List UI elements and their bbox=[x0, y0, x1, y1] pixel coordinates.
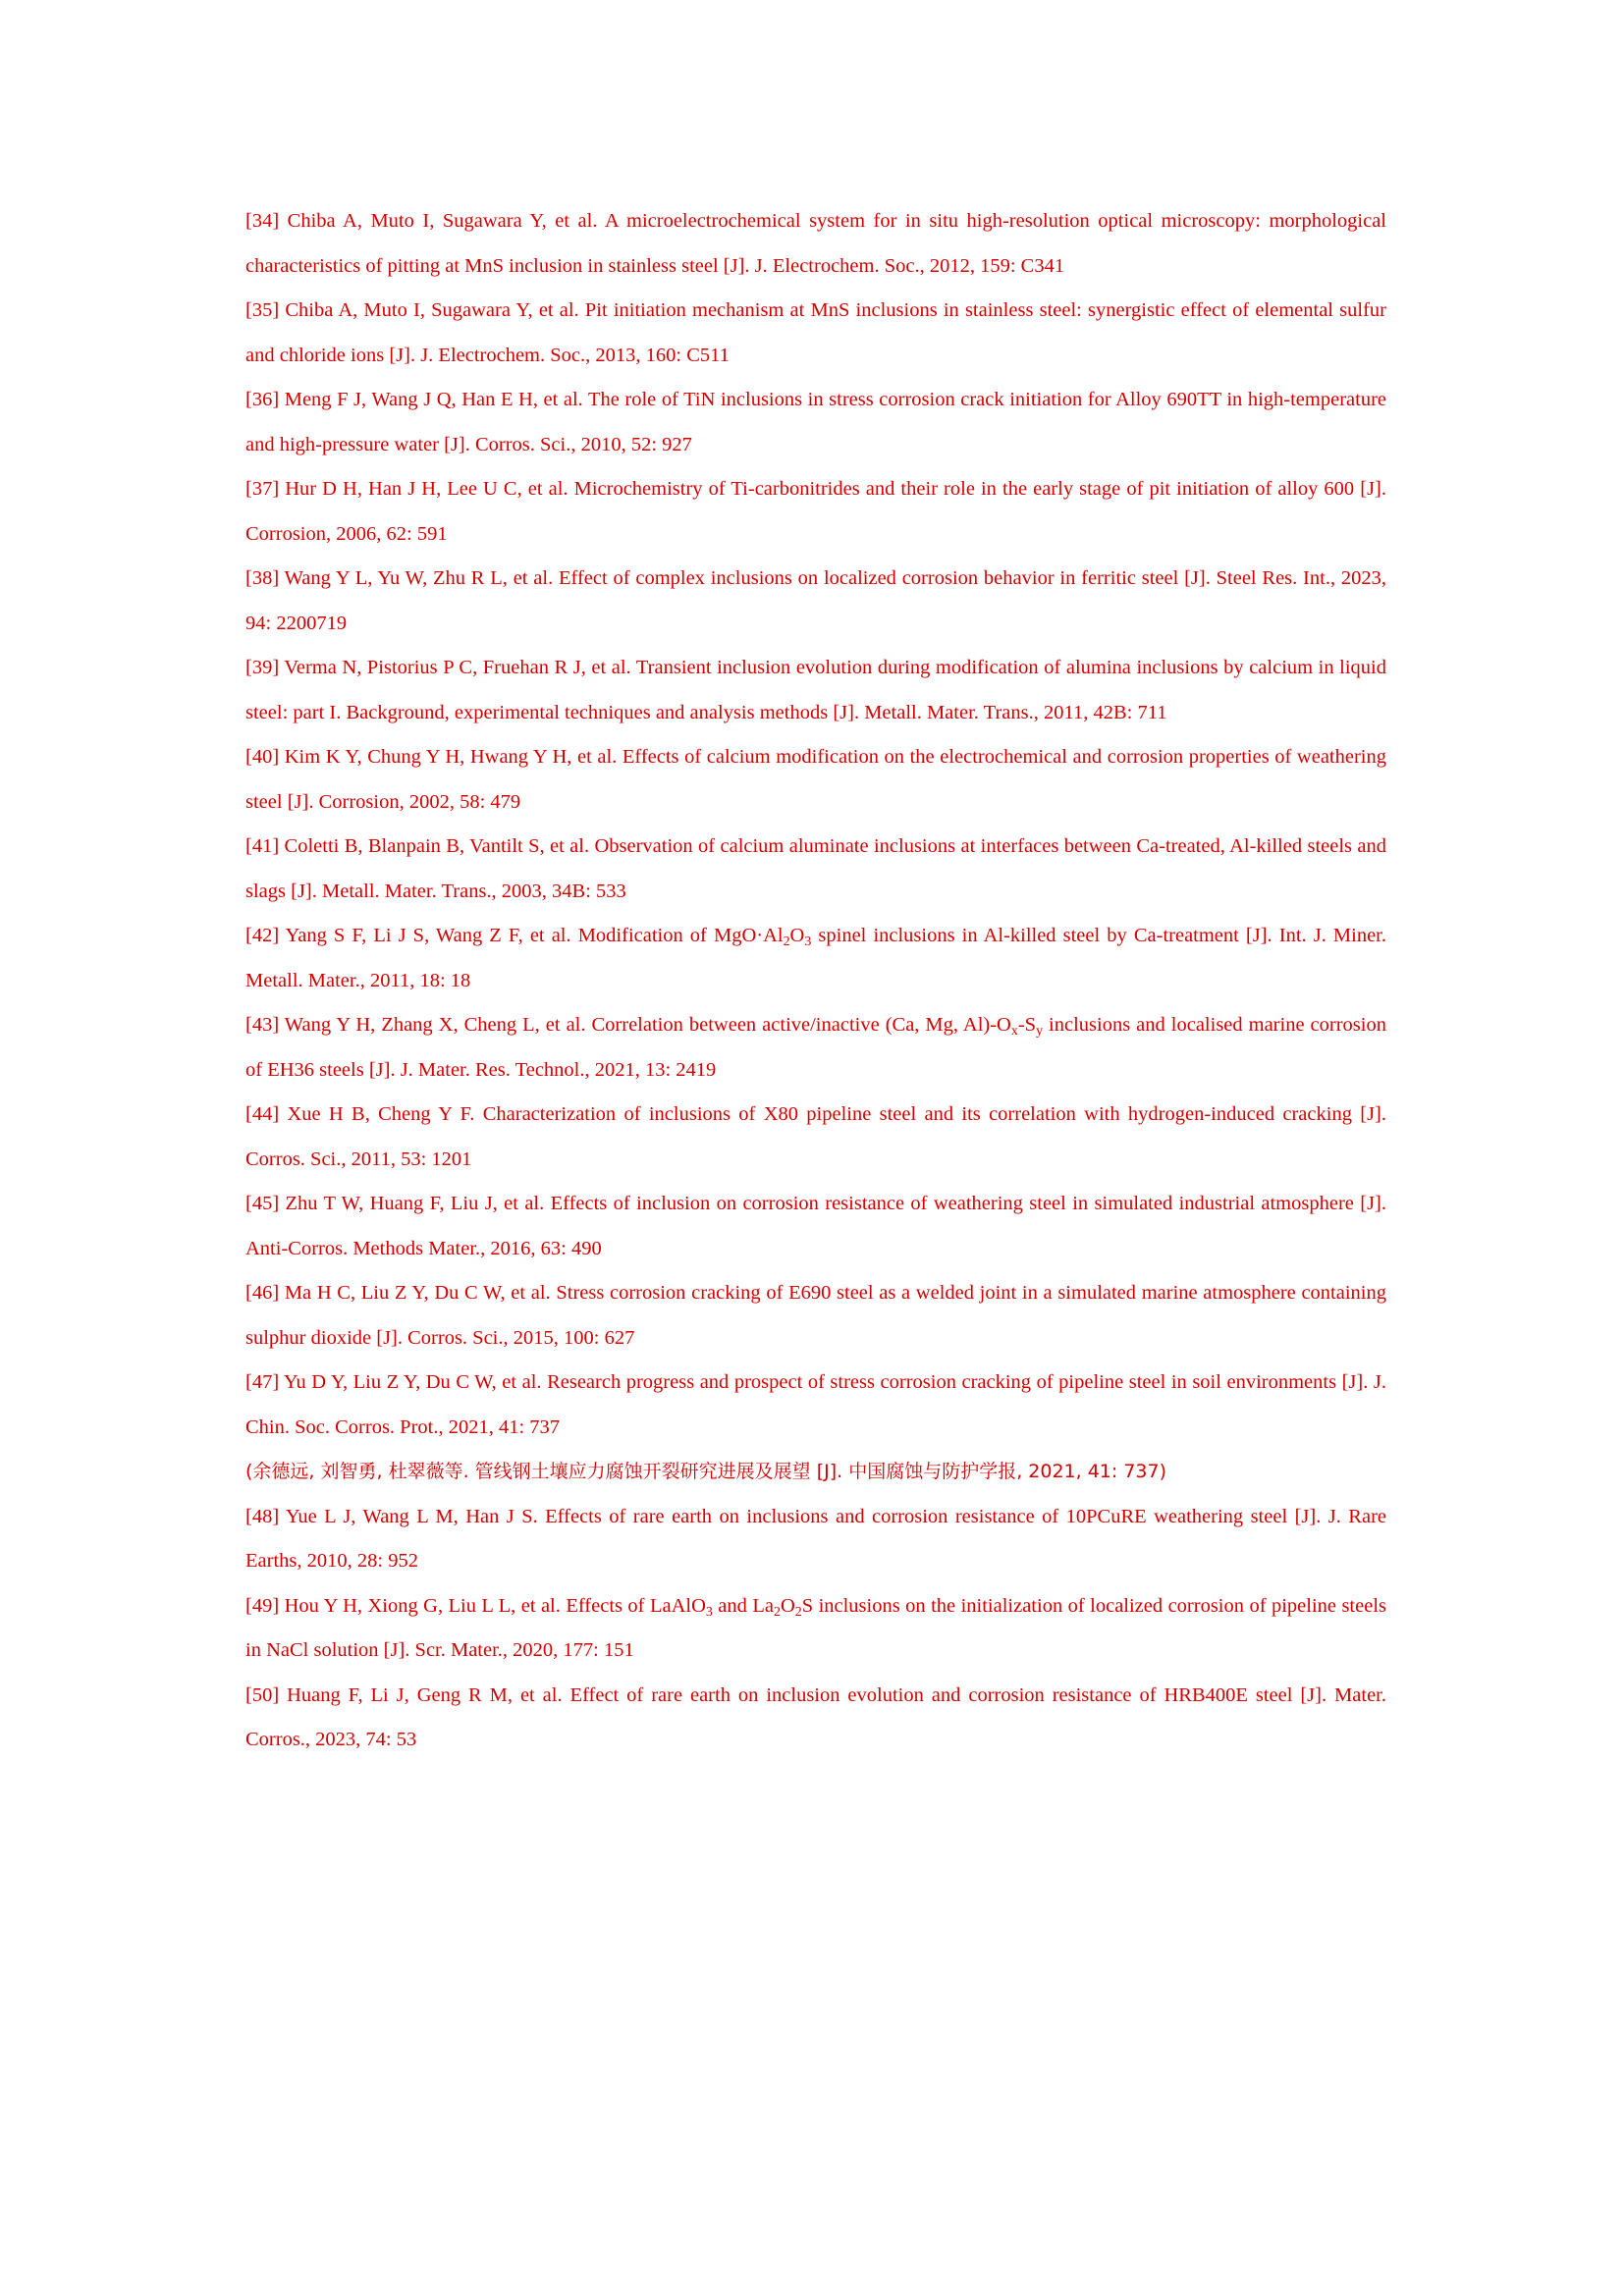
reference-35: [35] Chiba A, Muto I, Sugawara Y, et al. Pit initiation mechanism at MnS inclusions in stainless steel: synergistic effect of elemental sulfur and chloride ions [J]. J. Electrochem. Soc., 2013, 160: C511 bbox=[245, 299, 1386, 366]
reference-42-part: O bbox=[789, 925, 805, 946]
reference-47: [47] Yu D Y, Liu Z Y, Du C W, et al. Research progress and prospect of stress corrosion cracking of pipeline steel in soil environments [J]. J. Chin. Soc. Corros. Prot., 2021, 41: 737 bbox=[245, 1371, 1386, 1438]
reference-43-part: -S bbox=[1017, 1014, 1037, 1036]
reference-49-part: S inclusions on the initialization of localized corrosion of pipeline steels in NaCl solution [J]. Scr. Mater., 2020, 177: 151 bbox=[245, 1594, 1386, 1661]
subscript: x bbox=[1010, 1023, 1018, 1039]
subscript: 2 bbox=[794, 1604, 802, 1620]
subscript: 3 bbox=[804, 934, 812, 949]
reference-44: [44] Xue H B, Cheng Y F. Characterization of inclusions of X80 pipeline steel and its correlation with hydrogen-induced cracking [J]. Corros. Sci., 2011, 53: 1201 bbox=[245, 1103, 1386, 1170]
reference-49-part: [49] Hou Y H, Xiong G, Liu L L, et al. Effects of LaAlO bbox=[245, 1594, 706, 1617]
reference-list bbox=[245, 199, 1386, 1763]
reference-40: [40] Kim K Y, Chung Y H, Hwang Y H, et al. Effects of calcium modification on the electrochemical and corrosion properties of weathering steel [J]. Corrosion, 2002, 58: 479 bbox=[245, 746, 1386, 813]
reference-50: [50] Huang F, Li J, Geng R M, et al. Effect of rare earth on inclusion evolution and corrosion resistance of HRB400E steel [J]. Mater. Corros., 2023, 74: 53 bbox=[245, 1683, 1386, 1750]
reference-49-part: and La bbox=[712, 1594, 774, 1617]
reference-43-part: inclusions and localised marine corrosion of EH36 steels [J]. J. Mater. Res. Technol., 2021, 13: 2419 bbox=[245, 1014, 1386, 1081]
subscript: y bbox=[1036, 1023, 1044, 1039]
reference-42-part: spinel inclusions in Al-killed steel by Ca-treatment [J]. Int. J. Miner. Metall. Mater., 2011, 18: 18 bbox=[245, 925, 1387, 991]
reference-49 bbox=[245, 1584, 1386, 1674]
reference-36: [36] Meng F J, Wang J Q, Han E H, et al. The role of TiN inclusions in stress corrosion crack initiation for Alloy 690TT in high-temperature and high-pressure water [J]. Corros. Sci., 2010, 52: 927 bbox=[245, 389, 1386, 455]
reference-42 bbox=[245, 914, 1386, 1003]
reference-47-chinese: (余德远, 刘智勇, 杜翠薇等. 管线钢土壤应力腐蚀开裂研究进展及展望 [J]. 中国腐蚀与防护学报, 2021, 41: 737) bbox=[245, 1461, 1167, 1482]
reference-38: [38] Wang Y L, Yu W, Zhu R L, et al. Effect of complex inclusions on localized corrosion behavior in ferritic steel [J]. Steel Res. Int., 2023, 94: 2200719 bbox=[245, 567, 1386, 634]
reference-46: [46] Ma H C, Liu Z Y, Du C W, et al. Stress corrosion cracking of E690 steel as a welded joint in a simulated marine atmosphere containing sulphur dioxide [J]. Corros. Sci., 2015, 100: 627 bbox=[245, 1282, 1386, 1349]
reference-37: [37] Hur D H, Han J H, Lee U C, et al. Microchemistry of Ti-carbonitrides and their role in the early stage of pit initiation of alloy 600 [J]. Corrosion, 2006, 62: 591 bbox=[245, 478, 1386, 545]
reference-49-part: O bbox=[780, 1594, 795, 1617]
reference-43-part: [43] Wang Y H, Zhang X, Cheng L, et al. Correlation between active/inactive (Ca, Mg, Al)-O bbox=[245, 1014, 1011, 1036]
subscript: 2 bbox=[783, 934, 790, 949]
reference-48: [48] Yue L J, Wang L M, Han J S. Effects of rare earth on inclusions and corrosion resistance of 10PCuRE weathering steel [J]. J. Rare Earths, 2010, 28: 952 bbox=[245, 1505, 1386, 1572]
reference-42-part: [42] Yang S F, Li J S, Wang Z F, et al. Modification of MgO·Al bbox=[245, 925, 784, 946]
reference-43 bbox=[245, 1003, 1386, 1093]
reference-39: [39] Verma N, Pistorius P C, Fruehan R J, et al. Transient inclusion evolution during modification of alumina inclusions by calcium in liquid steel: part I. Background, experimental techniques and analysis methods [J]. Metall. Mater. Trans., 2011, 42B: 711 bbox=[245, 657, 1386, 723]
reference-34: [34] Chiba A, Muto I, Sugawara Y, et al. A microelectrochemical system for in situ high-resolution optical microscopy: morphological characteristics of pitting at MnS inclusion in stainless steel [J]. J. Electrochem. Soc., 2012, 159: C341 bbox=[245, 210, 1386, 277]
reference-45: [45] Zhu T W, Huang F, Liu J, et al. Effects of inclusion on corrosion resistance of weathering steel in simulated industrial atmosphere [J]. Anti-Corros. Methods Mater., 2016, 63: 490 bbox=[245, 1193, 1386, 1259]
subscript: 3 bbox=[705, 1604, 713, 1620]
reference-41: [41] Coletti B, Blanpain B, Vantilt S, et al. Observation of calcium aluminate inclusions at interfaces between Ca-treated, Al-killed steels and slags [J]. Metall. Mater. Trans., 2003, 34B: 533 bbox=[245, 835, 1386, 902]
subscript: 2 bbox=[773, 1604, 781, 1620]
